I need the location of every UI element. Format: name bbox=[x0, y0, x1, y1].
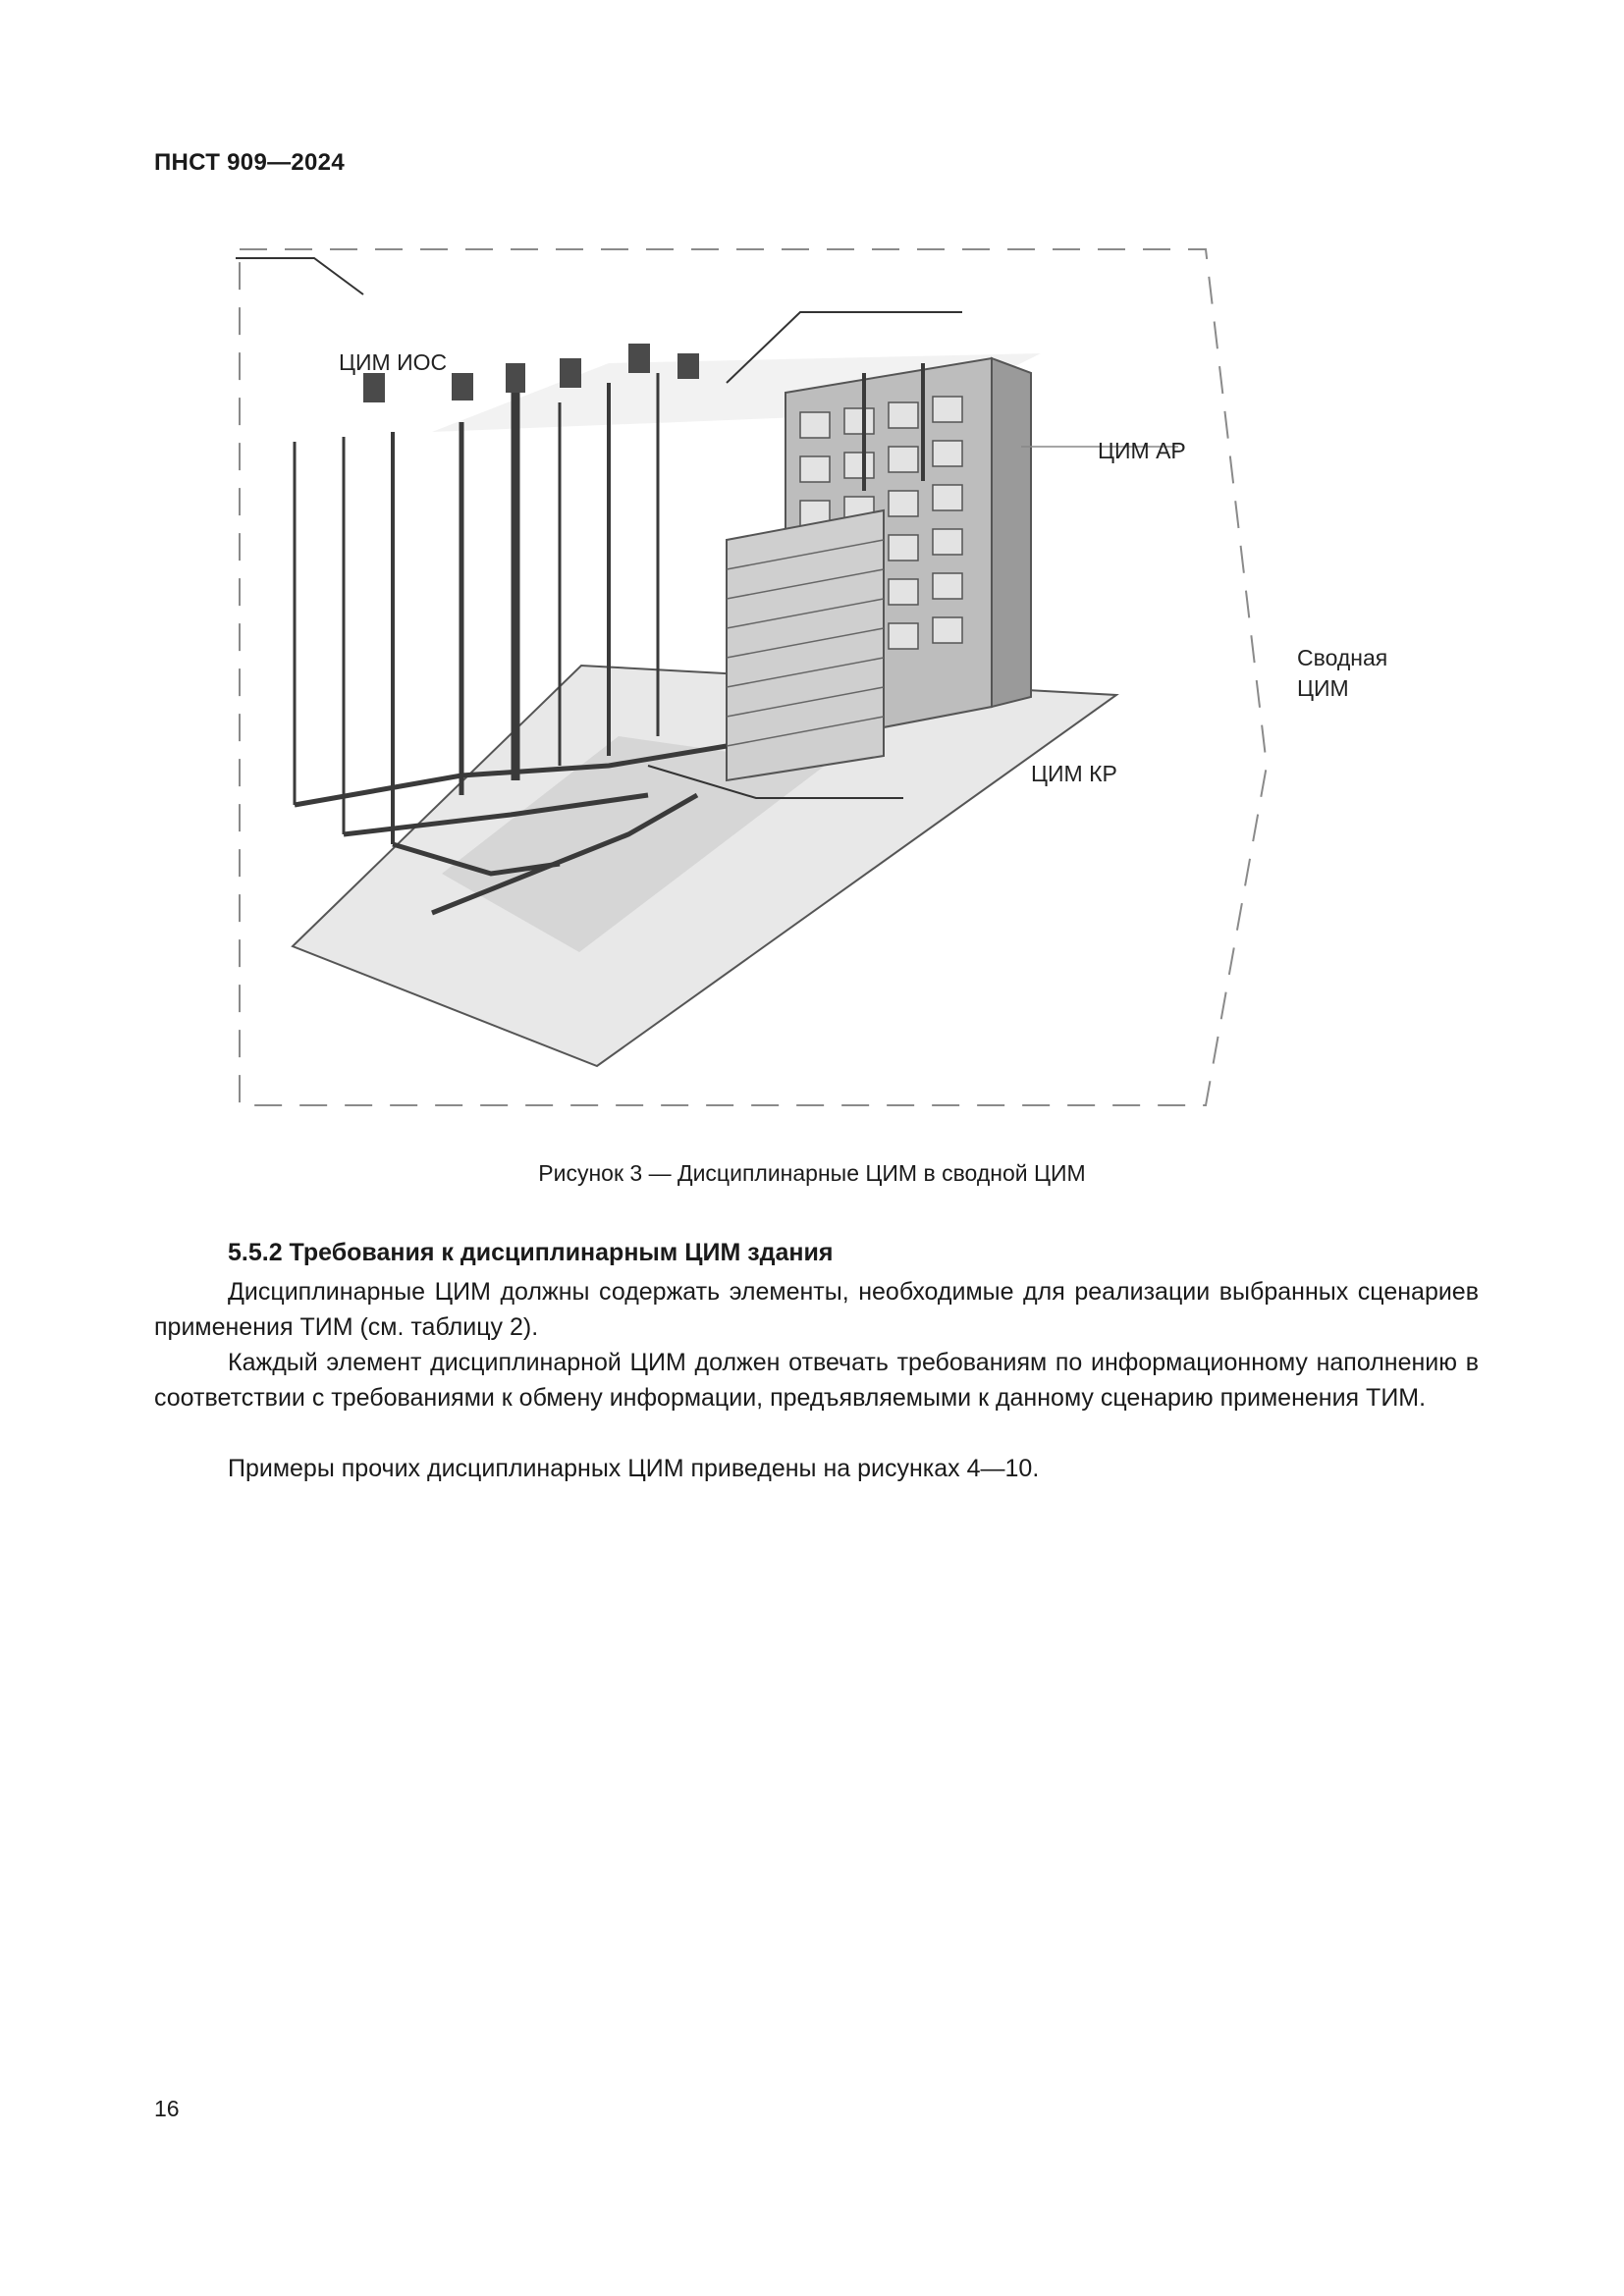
section-title: 5.5.2 Требования к дисциплинарным ЦИМ здания bbox=[228, 1239, 834, 1266]
paragraph-3: Примеры прочих дисциплинарных ЦИМ приведены на рисунках 4—10. bbox=[228, 1455, 1040, 1482]
label-kr: ЦИМ КР bbox=[1031, 761, 1117, 786]
ground-plate bbox=[293, 666, 1116, 1066]
leader-ios bbox=[236, 258, 363, 294]
figure-caption: Рисунок 3 — Дисциплинарные ЦИМ в сводной ЦИМ bbox=[538, 1160, 1086, 1186]
document-code: ПНСТ 909—2024 bbox=[154, 149, 345, 176]
figure-3 bbox=[236, 245, 1388, 1109]
label-ios: ЦИМ ИОС bbox=[339, 349, 448, 375]
kr-block-front bbox=[727, 510, 884, 780]
label-summary-line1: Сводная bbox=[1297, 645, 1388, 670]
label-ar: ЦИМ АР bbox=[1098, 438, 1186, 463]
paragraph-2: Каждый элемент дисциплинарной ЦИМ должен отвечать требованиям по информационному наполнению в соответствии с требованиями к обмену информации, предъявляемыми к данному сценарию применения ТИМ. bbox=[154, 1349, 1479, 1412]
paragraph-1: Дисциплинарные ЦИМ должны содержать элементы, необходимые для реализации выбранных сценариев применения ТИМ (см. таблицу 2). bbox=[154, 1278, 1479, 1341]
label-summary-line2: ЦИМ bbox=[1297, 675, 1349, 701]
ar-tower-side bbox=[992, 358, 1031, 707]
page-number: 16 bbox=[154, 2096, 180, 2121]
